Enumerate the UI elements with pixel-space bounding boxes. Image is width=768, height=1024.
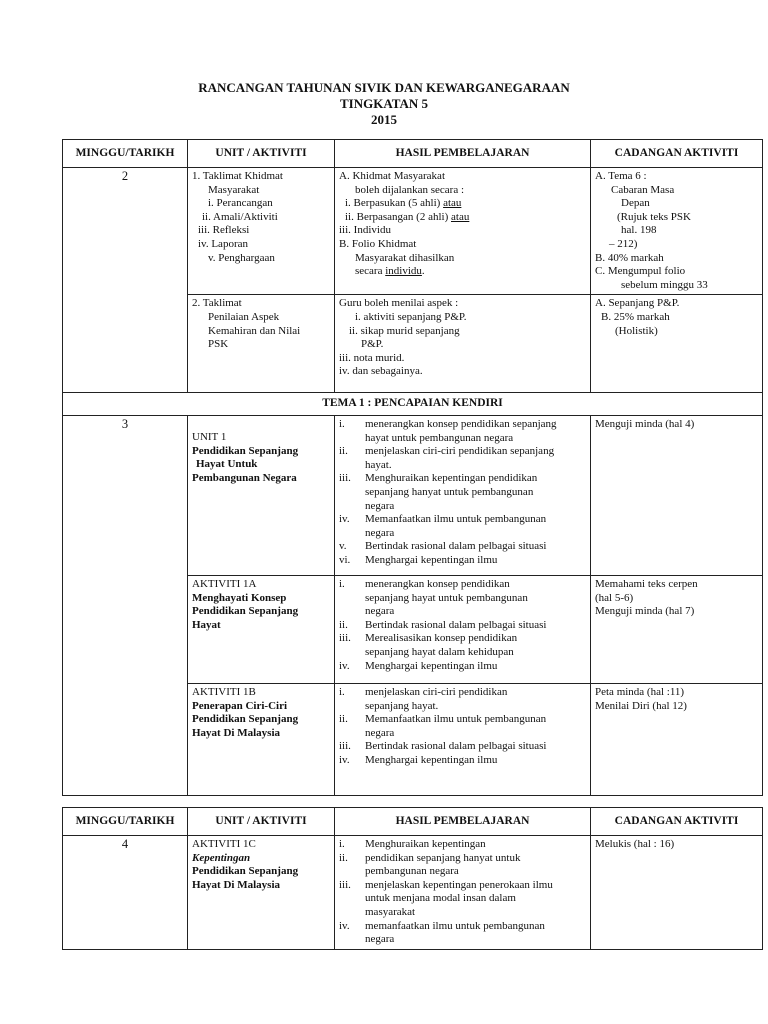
list-item-text: Merealisasikan konsep pendidikan <box>365 632 518 645</box>
list-item-text: Menghuraikan kepentingan pendidikan <box>365 472 538 485</box>
hasil-cell <box>335 836 591 950</box>
list-item-text: Bertindak rasional dalam pelbagai situasi <box>365 618 547 631</box>
list-item <box>339 754 586 768</box>
list-item-text: hayat. <box>365 458 392 471</box>
list-item-text: menjelaskan ciri-ciri pendidikan <box>365 685 508 698</box>
tema-row <box>63 393 763 416</box>
list-item-number: ii. <box>339 713 348 726</box>
list-item-text: masyarakat <box>365 905 416 918</box>
list-item <box>339 920 586 947</box>
list-item-text: negara <box>365 726 395 739</box>
cadangan-cell: A. Tema 6 : Cabaran Masa Depan (Rujuk teks PSK hal. 198 – 212) B. 40% markah C. Mengumpul folio sebelum minggu 33 <box>591 168 763 295</box>
hasil-cell <box>335 683 591 795</box>
list-item-text: menjelaskan ciri-ciri pendidikan sepanjang <box>365 445 555 458</box>
plan-table-2 <box>62 807 763 950</box>
header-hasil: HASIL PEMBELAJARAN <box>335 140 591 168</box>
table-header-row <box>63 808 763 836</box>
list-item <box>339 445 586 472</box>
header-unit: UNIT / AKTIVITI <box>188 140 335 168</box>
list-item-number: iii. <box>339 472 351 485</box>
list-item-number: i. <box>339 838 345 850</box>
list-item-text: Menghargai kepentingan ilmu <box>365 553 498 566</box>
list-item-text: negara <box>365 933 395 946</box>
list-item-text: Memanfaatkan ilmu untuk pembangunan <box>365 513 547 526</box>
list-item <box>339 418 586 445</box>
unit-cell: AKTIVITI 1B Penerapan Ciri-Ciri Pendidikan Sepanjang Hayat Di Malaysia <box>188 683 335 795</box>
list-item <box>339 713 586 740</box>
list-item-number: ii. <box>339 445 348 458</box>
list-item-number: i. <box>339 577 345 590</box>
list-item <box>339 879 586 920</box>
header-minggu: MINGGU/TARIKH <box>63 808 188 836</box>
list-item <box>339 838 586 852</box>
week-number: 3 <box>63 415 188 795</box>
hasil-cell <box>335 415 591 575</box>
list-item <box>339 554 586 568</box>
list-item-text: Menghuraikan kepentingan <box>365 838 486 850</box>
unit-cell: AKTIVITI 1A Menghayati Konsep Pendidikan Sepanjang Hayat <box>188 575 335 683</box>
list-item-text: Bertindak rasional dalam pelbagai situasi <box>365 540 547 553</box>
list-item-number: vi. <box>339 553 351 566</box>
cadangan-cell: A. Sepanjang P&P. B. 25% markah (Holistik) <box>591 295 763 393</box>
list-item-text: untuk menjana modal insan dalam <box>365 892 516 905</box>
list-item-number: iv. <box>339 919 350 932</box>
list-item <box>339 540 586 554</box>
header-unit: UNIT / AKTIVITI <box>188 808 335 836</box>
list-item-number: iii. <box>339 878 351 891</box>
list-item-number: iv. <box>339 513 350 526</box>
list-item-text: menerangkan konsep pendidikan <box>365 577 510 590</box>
document-subtitle-form: TINGKATAN 5 <box>340 96 428 111</box>
header-cadangan: CADANGAN AKTIVITI <box>591 140 763 168</box>
hasil-cell <box>335 575 591 683</box>
hasil-cell: Guru boleh menilai aspek : i. aktiviti sepanjang P&P. ii. sikap murid sepanjang P&P. iii. nota murid. iv. dan sebagainya. <box>335 295 591 393</box>
header-hasil: HASIL PEMBELAJARAN <box>335 808 591 836</box>
list-item-text: sepanjang hayat dalam kehidupan <box>365 645 514 658</box>
list-item <box>339 686 586 713</box>
list-item-text: pembangunan negara <box>365 865 459 878</box>
list-item-number: iii. <box>339 740 351 753</box>
list-item-text: Menghargai kepentingan ilmu <box>365 659 498 672</box>
list-item <box>339 472 586 513</box>
list-item-number: iv. <box>339 753 350 766</box>
list-item <box>339 619 586 633</box>
list-item <box>339 660 586 674</box>
list-item-text: Menghargai kepentingan ilmu <box>365 753 498 766</box>
list-item-text: pendidikan sepanjang hanyat untuk <box>365 851 521 864</box>
list-item-text: sepanjang hayat untuk pembangunan <box>365 591 528 604</box>
list-item-text: memanfaatkan ilmu untuk pembangunan <box>365 919 545 932</box>
list-item-number: ii. <box>339 851 348 864</box>
list-item-number: iv. <box>339 659 350 672</box>
list-item-text: menerangkan konsep pendidikan sepanjang <box>365 417 557 430</box>
document-subtitle-year: 2015 <box>371 112 397 127</box>
list-item <box>339 513 586 540</box>
list-item-text: Memanfaatkan ilmu untuk pembangunan <box>365 713 547 726</box>
list-item-text: negara <box>365 605 395 618</box>
cadangan-cell: Melukis (hal : 16) <box>591 836 763 950</box>
list-item-text: negara <box>365 499 395 512</box>
list-item-number: ii. <box>339 618 348 631</box>
list-item-text: sepanjang hayat. <box>365 699 439 712</box>
unit-cell: UNIT 1 Pendidikan Sepanjang Hayat Untuk Pembangunan Negara <box>188 415 335 575</box>
list-item <box>339 740 586 754</box>
list-item-text: menjelaskan kepentingan penerokaan ilmu <box>365 878 553 891</box>
list-item <box>339 578 586 619</box>
table-row <box>63 168 763 295</box>
hasil-cell: A. Khidmat Masyarakat boleh dijalankan secara : i. Berpasukan (5 ahli) atau ii. Berpasangan (2 ahli) atau iii. Individu B. Folio Khidmat Masyarakat dihasilkan secara individu. <box>335 168 591 295</box>
table-row <box>63 415 763 575</box>
list-item-text: sepanjang hanyat untuk pembangunan <box>365 485 534 498</box>
unit-cell: AKTIVITI 1C Kepentingan Pendidikan Sepanjang Hayat Di Malaysia <box>188 836 335 950</box>
week-number: 4 <box>63 836 188 950</box>
unit-cell: 1. Taklimat Khidmat Masyarakat i. Perancangan ii. Amali/Aktiviti iii. Refleksi iv. Laporan v. Penghargaan <box>188 168 335 295</box>
header-minggu: MINGGU/TARIKH <box>63 140 188 168</box>
list-item-text: negara <box>365 526 395 539</box>
list-item-number: v. <box>339 540 347 553</box>
cadangan-cell: Menguji minda (hal 4) <box>591 415 763 575</box>
list-item-text: hayat untuk pembangunan negara <box>365 431 514 444</box>
cadangan-cell: Peta minda (hal :11) Menilai Diri (hal 12) <box>591 683 763 795</box>
week-number: 2 <box>63 168 188 393</box>
tema-heading: TEMA 1 : PENCAPAIAN KENDIRI <box>63 393 763 416</box>
list-item-text: Bertindak rasional dalam pelbagai situasi <box>365 740 547 753</box>
list-item-number: i. <box>339 417 345 430</box>
table-row <box>63 836 763 950</box>
list-item-number: i. <box>339 685 345 698</box>
header-cadangan: CADANGAN AKTIVITI <box>591 808 763 836</box>
list-item <box>339 632 586 659</box>
document-title: RANCANGAN TAHUNAN SIVIK DAN KEWARGANEGARAAN <box>198 80 570 95</box>
unit-cell: 2. Taklimat Penilaian Aspek Kemahiran dan Nilai PSK <box>188 295 335 393</box>
plan-table-1 <box>62 139 763 796</box>
table-header-row <box>63 140 763 168</box>
list-item <box>339 852 586 879</box>
list-item-number: iii. <box>339 632 351 645</box>
cadangan-cell: Memahami teks cerpen (hal 5-6) Menguji minda (hal 7) <box>591 575 763 683</box>
